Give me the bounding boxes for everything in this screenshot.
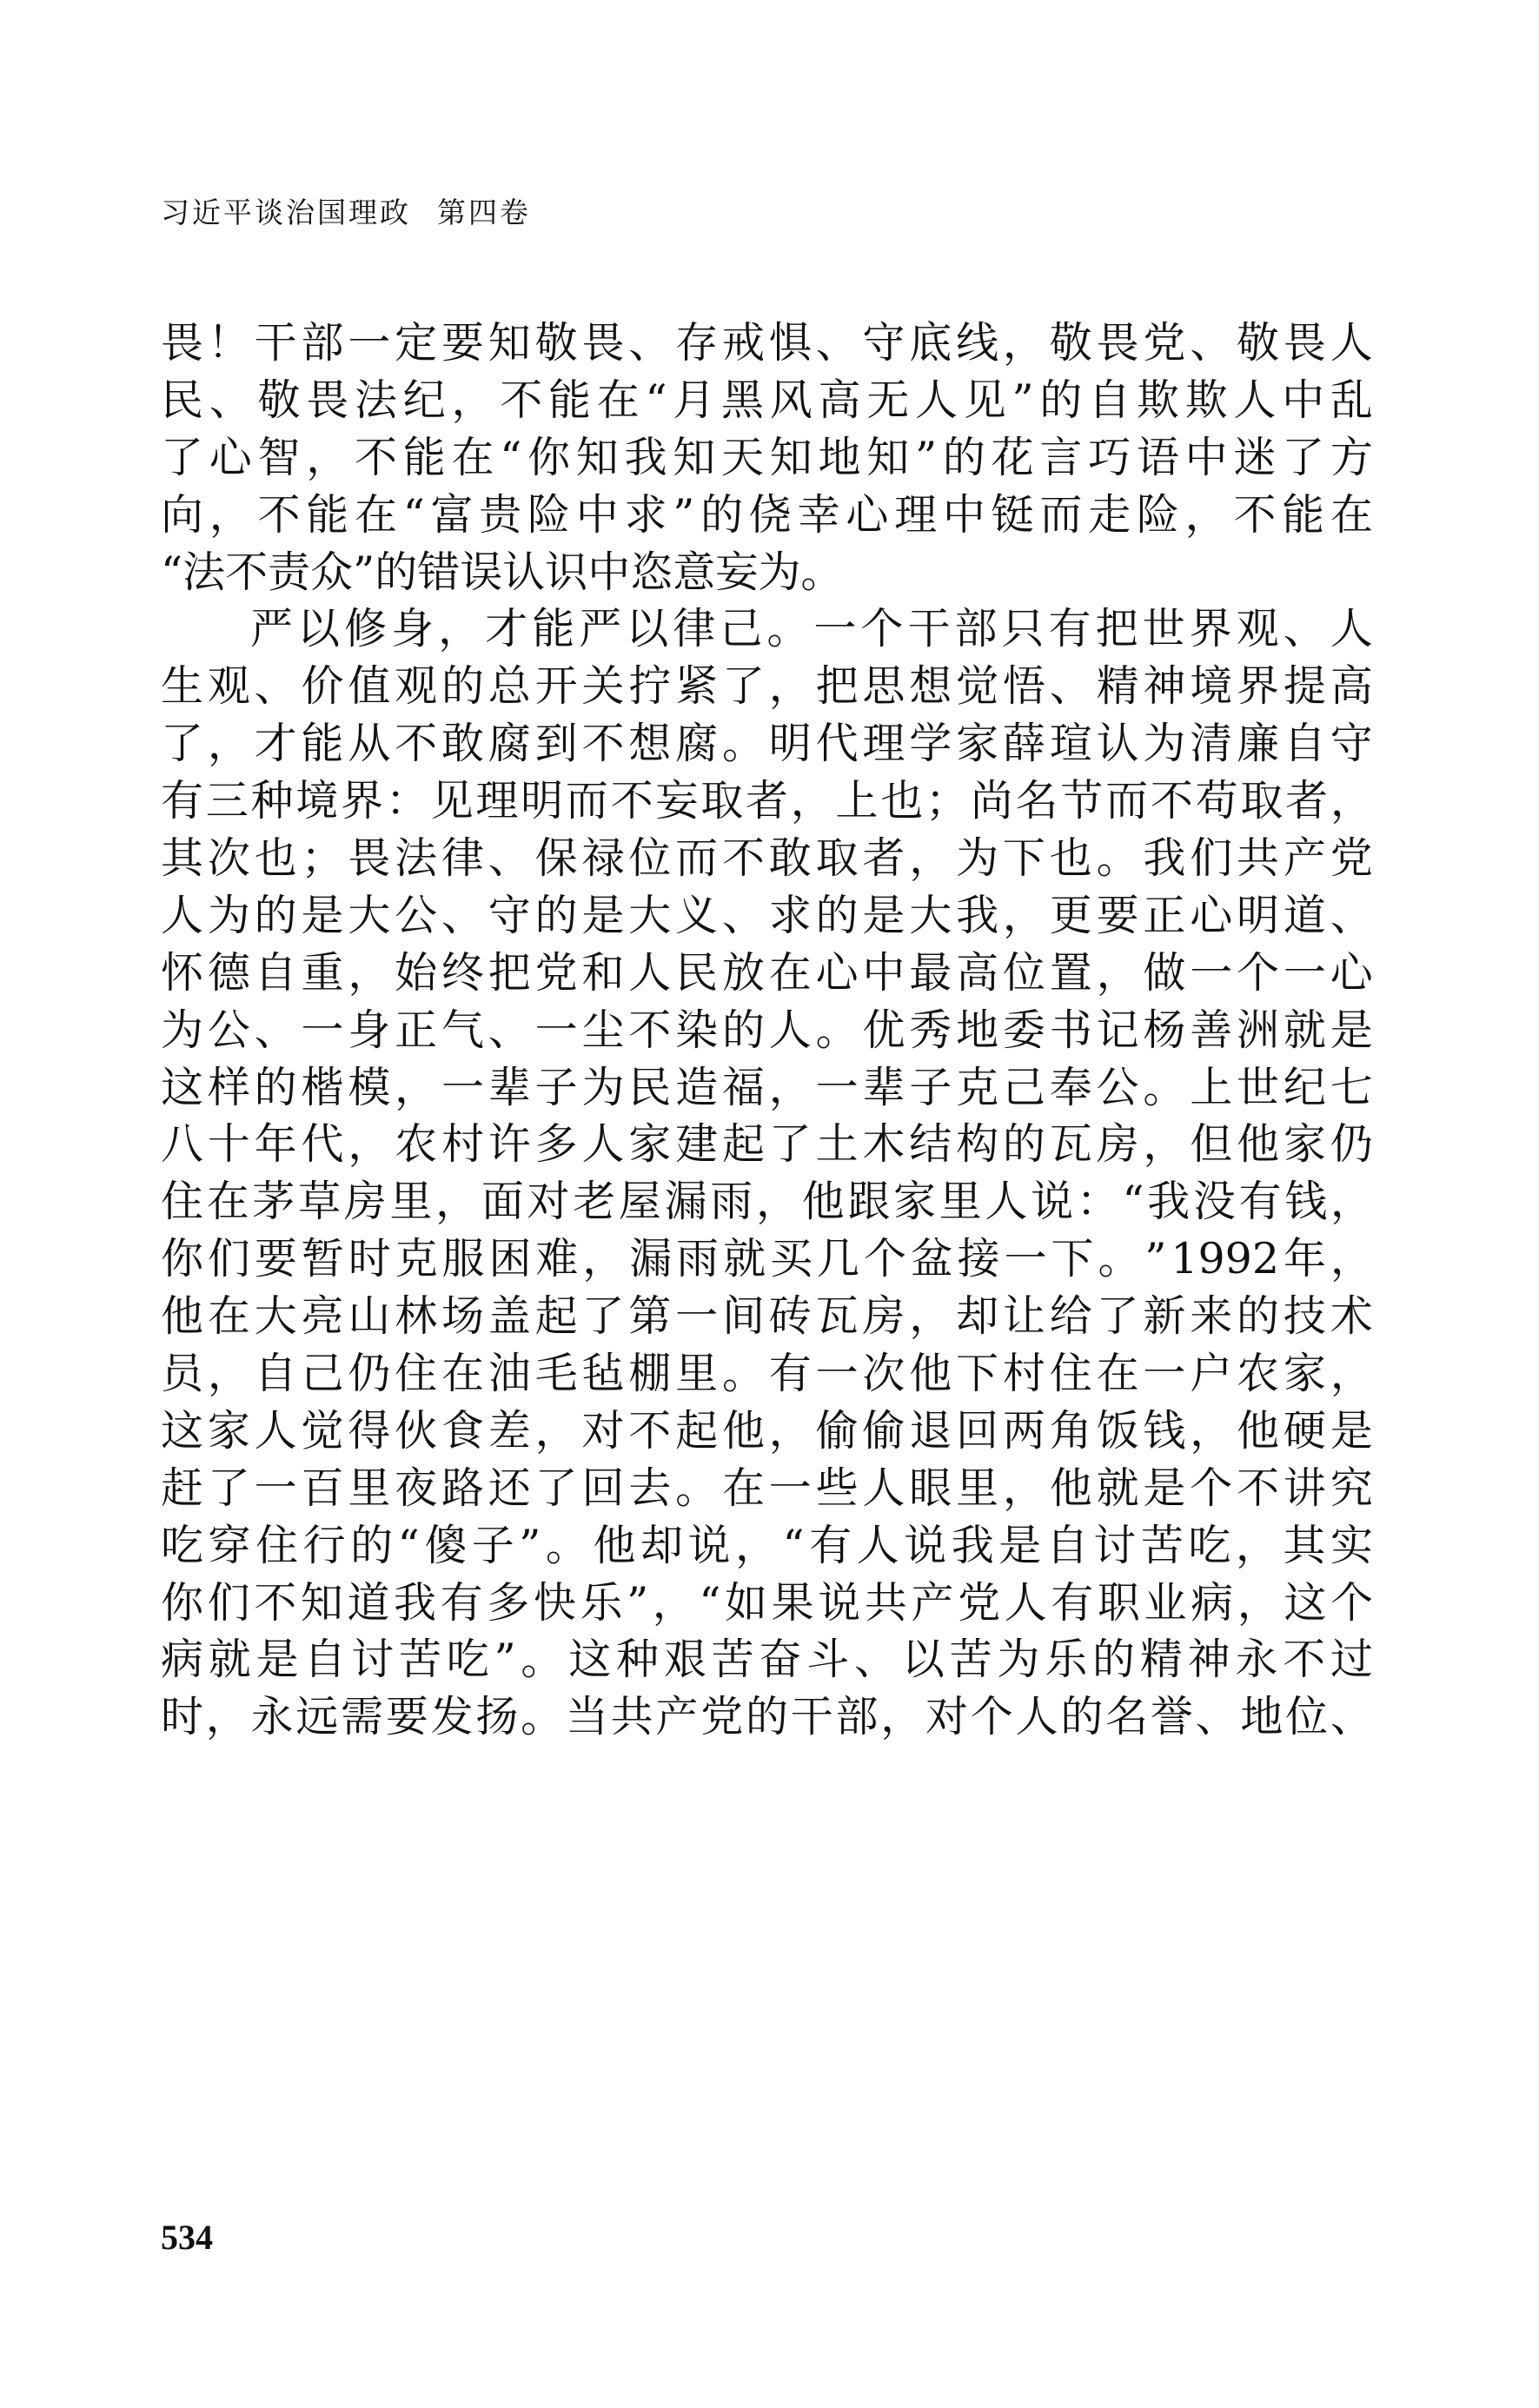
text-line: 有 三 种 境 界 ： 见 理 明 而 不 妄 取 者 ， 上 也 ； 尚 名 节 而 不 苟 取 者 ， (161, 776, 1373, 826)
page-number: 534 (161, 2218, 213, 2257)
text-line: 向 ， 不 能 在 “ 富 贵 险 中 求 ” 的 侥 幸 心 理 中 铤 而 走 险 ， 不 能 在 (161, 489, 1373, 540)
text-line: 严 以 修 身 ， 才 能 严 以 律 己 。 一 个 干 部 只 有 把 世 界 观 、 人 (250, 604, 1373, 654)
text-line: “ 法 不 责 众 ” 的 错 误 认 识 中 恣 意 妄 为 。 (161, 547, 844, 597)
text-line: 你 们 要 暂 时 克 服 困 难 ， 漏 雨 就 买 几 个 盆 接 一 下 。 ” 1992 年 ， (161, 1234, 1373, 1284)
text-line: 其 次 也 ； 畏 法 律 、 保 禄 位 而 不 敢 取 者 ， 为 下 也 。 我 们 共 产 党 (161, 833, 1373, 884)
text-line: 他 在 大 亮 山 林 场 盖 起 了 第 一 间 砖 瓦 房 ， 却 让 给 了 新 来 的 技 术 (161, 1291, 1373, 1342)
text-line: 人 为 的 是 大 公 、 守 的 是 大 义 、 求 的 是 大 我 ， 更 要 正 心 明 道 、 (161, 890, 1373, 940)
running-header (161, 198, 531, 227)
text-line: 你 们 不 知 道 我 有 多 快 乐 ” ， “ 如 果 说 共 产 党 人 有 职 业 病 ， 这 个 (161, 1577, 1373, 1628)
text-line: 怀 德 自 重 ， 始 终 把 党 和 人 民 放 在 心 中 最 高 位 置 ， 做 一 个 一 心 (161, 947, 1373, 998)
text-line: 为 公 、 一 身 正 气 、 一 尘 不 染 的 人 。 优 秀 地 委 书 记 杨 善 洲 就 是 (161, 1005, 1373, 1055)
text-line: 了 心 智 ， 不 能 在 “ 你 知 我 知 天 知 地 知 ” 的 花 言 巧 语 中 迷 了 方 (161, 432, 1373, 482)
text-line: 住 在 茅 草 房 里 ， 面 对 老 屋 漏 雨 ， 他 跟 家 里 人 说 ： “ 我 没 有 钱 ， (161, 1177, 1373, 1227)
body-text (161, 315, 1373, 1746)
text-line: 这 样 的 楷 模 ， 一 辈 子 为 民 造 福 ， 一 辈 子 克 己 奉 公 。 上 世 纪 七 (161, 1062, 1373, 1112)
text-line: 吃 穿 住 行 的 “ 傻 子 ” 。 他 却 说 ， “ 有 人 说 我 是 自 讨 苦 吃 ， 其 实 (161, 1520, 1373, 1570)
text-line: 员 ， 自 己 仍 住 在 油 毛 毡 棚 里 。 有 一 次 他 下 村 住 在 一 户 农 家 ， (161, 1349, 1373, 1399)
book-title: 习近平谈治国理政 (161, 196, 411, 229)
volume-label: 第四卷 (437, 196, 531, 229)
text-line: 八 十 年 代 ， 农 村 许 多 人 家 建 起 了 土 木 结 构 的 瓦 房 ， 但 他 家 仍 (161, 1119, 1373, 1170)
text-line: 了 ， 才 能 从 不 敢 腐 到 不 想 腐 。 明 代 理 学 家 薛 瑄 认 为 清 廉 自 守 (161, 719, 1373, 769)
text-line: 生 观 、 价 值 观 的 总 开 关 拧 紧 了 ， 把 思 想 觉 悟 、 精 神 境 界 提 高 (161, 661, 1373, 712)
text-line: 时 ， 永 远 需 要 发 扬 。 当 共 产 党 的 干 部 ， 对 个 人 的 名 誉 、 地 位 、 (161, 1692, 1373, 1742)
text-line: 民 、 敬 畏 法 纪 ， 不 能 在 “ 月 黑 风 高 无 人 见 ” 的 自 欺 欺 人 中 乱 (161, 375, 1373, 425)
text-line: 畏 ！ 干 部 一 定 要 知 敬 畏 、 存 戒 惧 、 守 底 线 ， 敬 畏 党 、 敬 畏 人 (161, 318, 1373, 368)
text-line: 这 家 人 觉 得 伙 食 差 ， 对 不 起 他 ， 偷 偷 退 回 两 角 饭 钱 ， 他 硬 是 (161, 1405, 1373, 1456)
text-line: 赶 了 一 百 里 夜 路 还 了 回 去 。 在 一 些 人 眼 里 ， 他 就 是 个 不 讲 究 (161, 1463, 1373, 1513)
text-line: 病 就 是 自 讨 苦 吃 ” 。 这 种 艰 苦 奋 斗 、 以 苦 为 乐 的 精 神 永 不 过 (161, 1635, 1373, 1685)
